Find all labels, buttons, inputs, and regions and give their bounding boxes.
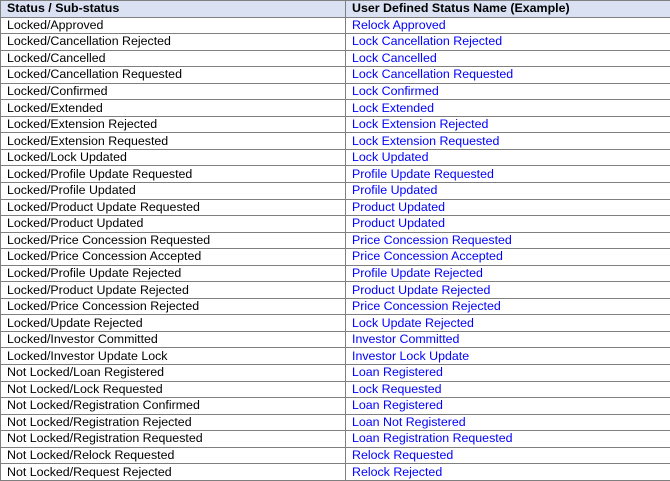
header-status: Status / Sub-status bbox=[1, 1, 346, 18]
user-defined-name-cell: Loan Not Registered bbox=[346, 414, 670, 431]
table-row bbox=[1, 100, 670, 117]
status-cell: Locked/Extension Rejected bbox=[1, 116, 346, 133]
user-defined-name-cell: Loan Registered bbox=[346, 398, 670, 415]
status-cell: Locked/Investor Committed bbox=[1, 331, 346, 348]
user-defined-name-cell: Loan Registered bbox=[346, 365, 670, 382]
table-row bbox=[1, 398, 670, 415]
table-row bbox=[1, 149, 670, 166]
user-defined-name-cell: Lock Extended bbox=[346, 100, 670, 117]
user-defined-name-cell: Price Concession Accepted bbox=[346, 249, 670, 266]
user-defined-name-cell: Relock Approved bbox=[346, 17, 670, 34]
user-defined-name-cell: Investor Lock Update bbox=[346, 348, 670, 365]
table-row bbox=[1, 83, 670, 100]
user-defined-name-cell: Lock Cancellation Rejected bbox=[346, 34, 670, 51]
status-cell: Locked/Price Concession Rejected bbox=[1, 298, 346, 315]
status-cell: Locked/Product Update Requested bbox=[1, 199, 346, 216]
status-cell: Locked/Extension Requested bbox=[1, 133, 346, 150]
status-cell: Locked/Product Update Rejected bbox=[1, 282, 346, 299]
table-row bbox=[1, 183, 670, 200]
status-cell: Locked/Price Concession Requested bbox=[1, 232, 346, 249]
table-row bbox=[1, 116, 670, 133]
user-defined-name-cell: Lock Updated bbox=[346, 149, 670, 166]
status-cell: Locked/Cancelled bbox=[1, 50, 346, 67]
user-defined-name-cell: Lock Cancelled bbox=[346, 50, 670, 67]
status-cell: Locked/Product Updated bbox=[1, 216, 346, 233]
status-cell: Not Locked/Lock Requested bbox=[1, 381, 346, 398]
table-row bbox=[1, 34, 670, 51]
user-defined-name-cell: Product Updated bbox=[346, 216, 670, 233]
table-row bbox=[1, 166, 670, 183]
status-cell: Not Locked/Registration Rejected bbox=[1, 414, 346, 431]
user-defined-name-cell: Price Concession Rejected bbox=[346, 298, 670, 315]
user-defined-name-cell: Profile Update Rejected bbox=[346, 265, 670, 282]
table-row bbox=[1, 17, 670, 34]
user-defined-name-cell: Lock Update Rejected bbox=[346, 315, 670, 332]
table-row bbox=[1, 282, 670, 299]
table-row bbox=[1, 464, 670, 481]
user-defined-name-cell: Price Concession Requested bbox=[346, 232, 670, 249]
table-row bbox=[1, 331, 670, 348]
table-header bbox=[1, 1, 670, 18]
status-cell: Locked/Profile Update Rejected bbox=[1, 265, 346, 282]
status-cell: Not Locked/Relock Requested bbox=[1, 447, 346, 464]
user-defined-name-cell: Investor Committed bbox=[346, 331, 670, 348]
user-defined-name-cell: Relock Rejected bbox=[346, 464, 670, 481]
table-row bbox=[1, 298, 670, 315]
table-row bbox=[1, 414, 670, 431]
status-cell: Locked/Cancellation Requested bbox=[1, 67, 346, 84]
user-defined-name-cell: Loan Registration Requested bbox=[346, 431, 670, 448]
table-row bbox=[1, 365, 670, 382]
user-defined-name-cell: Lock Confirmed bbox=[346, 83, 670, 100]
table-row bbox=[1, 50, 670, 67]
status-cell: Not Locked/Request Rejected bbox=[1, 464, 346, 481]
status-cell: Locked/Lock Updated bbox=[1, 149, 346, 166]
table-row bbox=[1, 265, 670, 282]
table-row bbox=[1, 431, 670, 448]
table-row bbox=[1, 249, 670, 266]
status-cell: Not Locked/Loan Registered bbox=[1, 365, 346, 382]
header-row bbox=[1, 1, 670, 18]
header-user-defined-name: User Defined Status Name (Example) bbox=[346, 1, 670, 18]
status-cell: Locked/Approved bbox=[1, 17, 346, 34]
status-cell: Not Locked/Registration Confirmed bbox=[1, 398, 346, 415]
status-cell: Locked/Profile Update Requested bbox=[1, 166, 346, 183]
status-cell: Locked/Update Rejected bbox=[1, 315, 346, 332]
status-cell: Locked/Extended bbox=[1, 100, 346, 117]
table-row bbox=[1, 348, 670, 365]
table-row bbox=[1, 447, 670, 464]
table-row bbox=[1, 381, 670, 398]
table-body bbox=[1, 17, 670, 480]
table-row bbox=[1, 199, 670, 216]
user-defined-name-cell: Lock Requested bbox=[346, 381, 670, 398]
user-defined-name-cell: Product Updated bbox=[346, 199, 670, 216]
status-cell: Locked/Investor Update Lock bbox=[1, 348, 346, 365]
table-row bbox=[1, 216, 670, 233]
user-defined-name-cell: Profile Updated bbox=[346, 183, 670, 200]
status-cell: Locked/Price Concession Accepted bbox=[1, 249, 346, 266]
status-cell: Not Locked/Registration Requested bbox=[1, 431, 346, 448]
table-row bbox=[1, 133, 670, 150]
user-defined-name-cell: Relock Requested bbox=[346, 447, 670, 464]
user-defined-name-cell: Lock Cancellation Requested bbox=[346, 67, 670, 84]
status-cell: Locked/Confirmed bbox=[1, 83, 346, 100]
user-defined-name-cell: Product Update Rejected bbox=[346, 282, 670, 299]
user-defined-name-cell: Lock Extension Requested bbox=[346, 133, 670, 150]
user-defined-name-cell: Lock Extension Rejected bbox=[346, 116, 670, 133]
table-row bbox=[1, 315, 670, 332]
table-row bbox=[1, 67, 670, 84]
status-cell: Locked/Cancellation Rejected bbox=[1, 34, 346, 51]
user-defined-name-cell: Profile Update Requested bbox=[346, 166, 670, 183]
status-cell: Locked/Profile Updated bbox=[1, 183, 346, 200]
table-row bbox=[1, 232, 670, 249]
